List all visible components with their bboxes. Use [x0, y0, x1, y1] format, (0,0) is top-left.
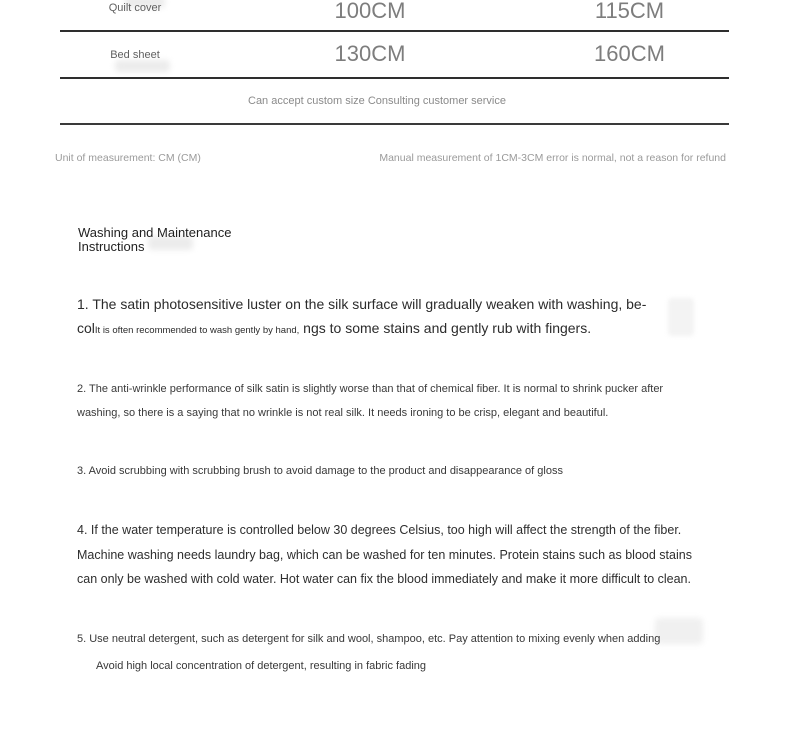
washing-instruction-3 [77, 460, 563, 482]
instruction-line: 2. The anti-wrinkle performance of silk satin is slightly worse than that of chemical fiber. It is normal to shrink pucker after [77, 383, 664, 395]
washing-instruction-1 [77, 292, 646, 343]
size-table [60, 0, 729, 125]
size-row-bed-sheet [60, 32, 729, 79]
instruction-line: Machine washing needs laundry bag, which can be washed for ten minutes. Protein stains such as blood stains [77, 547, 692, 562]
washing-instruction-2 [77, 377, 663, 425]
size-row-quilt-cover [60, 0, 729, 32]
instruction-line: Avoid high local concentration of detergent, resulting in fabric fading [96, 660, 427, 672]
instruction-line: 3. Avoid scrubbing with scrubbing brush to avoid damage to the product and disappearance of gloss [77, 465, 563, 477]
size-value: 160CM [594, 41, 665, 66]
mixed-line-prefix: col [77, 320, 95, 336]
washing-instruction-4 [77, 518, 692, 592]
instruction-line: can only be washed with cold water. Hot water can fix the blood immediately and make it more difficult to clean. [77, 572, 691, 586]
watermark-artifact [655, 618, 703, 644]
instruction-line: 4. If the water temperature is controlled below 30 degrees Celsius, too high will affect the strength of the fiber. [77, 523, 682, 537]
washing-instruction-5 [77, 626, 660, 680]
watermark-artifact [668, 298, 694, 336]
size-value: 115CM [594, 0, 665, 23]
measurement-error-note: Manual measurement of 1CM-3CM error is normal, not a reason for refund [379, 152, 726, 164]
heading-line-2: Instructions [78, 238, 145, 254]
custom-size-row [60, 79, 729, 125]
size-value: 100CM [334, 0, 406, 23]
instruction-line: washing, so there is a saying that no wrinkle is not real silk. It needs ironing to be crisp, elegant and beautiful. [77, 407, 609, 419]
mixed-line-suffix: ngs to some stains and gently rub with fingers. [299, 320, 592, 336]
unit-of-measurement-note: Unit of measurement: CM (CM) [55, 152, 201, 164]
custom-size-note: Can accept custom size Consulting customer service [248, 95, 506, 107]
heading-line-1: Washing and Maintenance [78, 225, 232, 240]
size-row-label: Bed sheet [110, 48, 160, 61]
instruction-line: 5. Use neutral detergent, such as detergent for silk and wool, shampoo, etc. Pay attention to mixing evenly when adding [77, 633, 661, 645]
instruction-line: 1. The satin photosensitive luster on the silk surface will gradually weaken with washing, be- [77, 296, 647, 312]
size-row-label: Quilt cover [108, 2, 162, 14]
size-value: 130CM [334, 41, 406, 66]
mixed-line-small-text: It is often recommended to wash gently by hand, [94, 325, 300, 336]
washing-instructions-heading [78, 226, 231, 253]
instruction-line-mixed [77, 316, 646, 343]
